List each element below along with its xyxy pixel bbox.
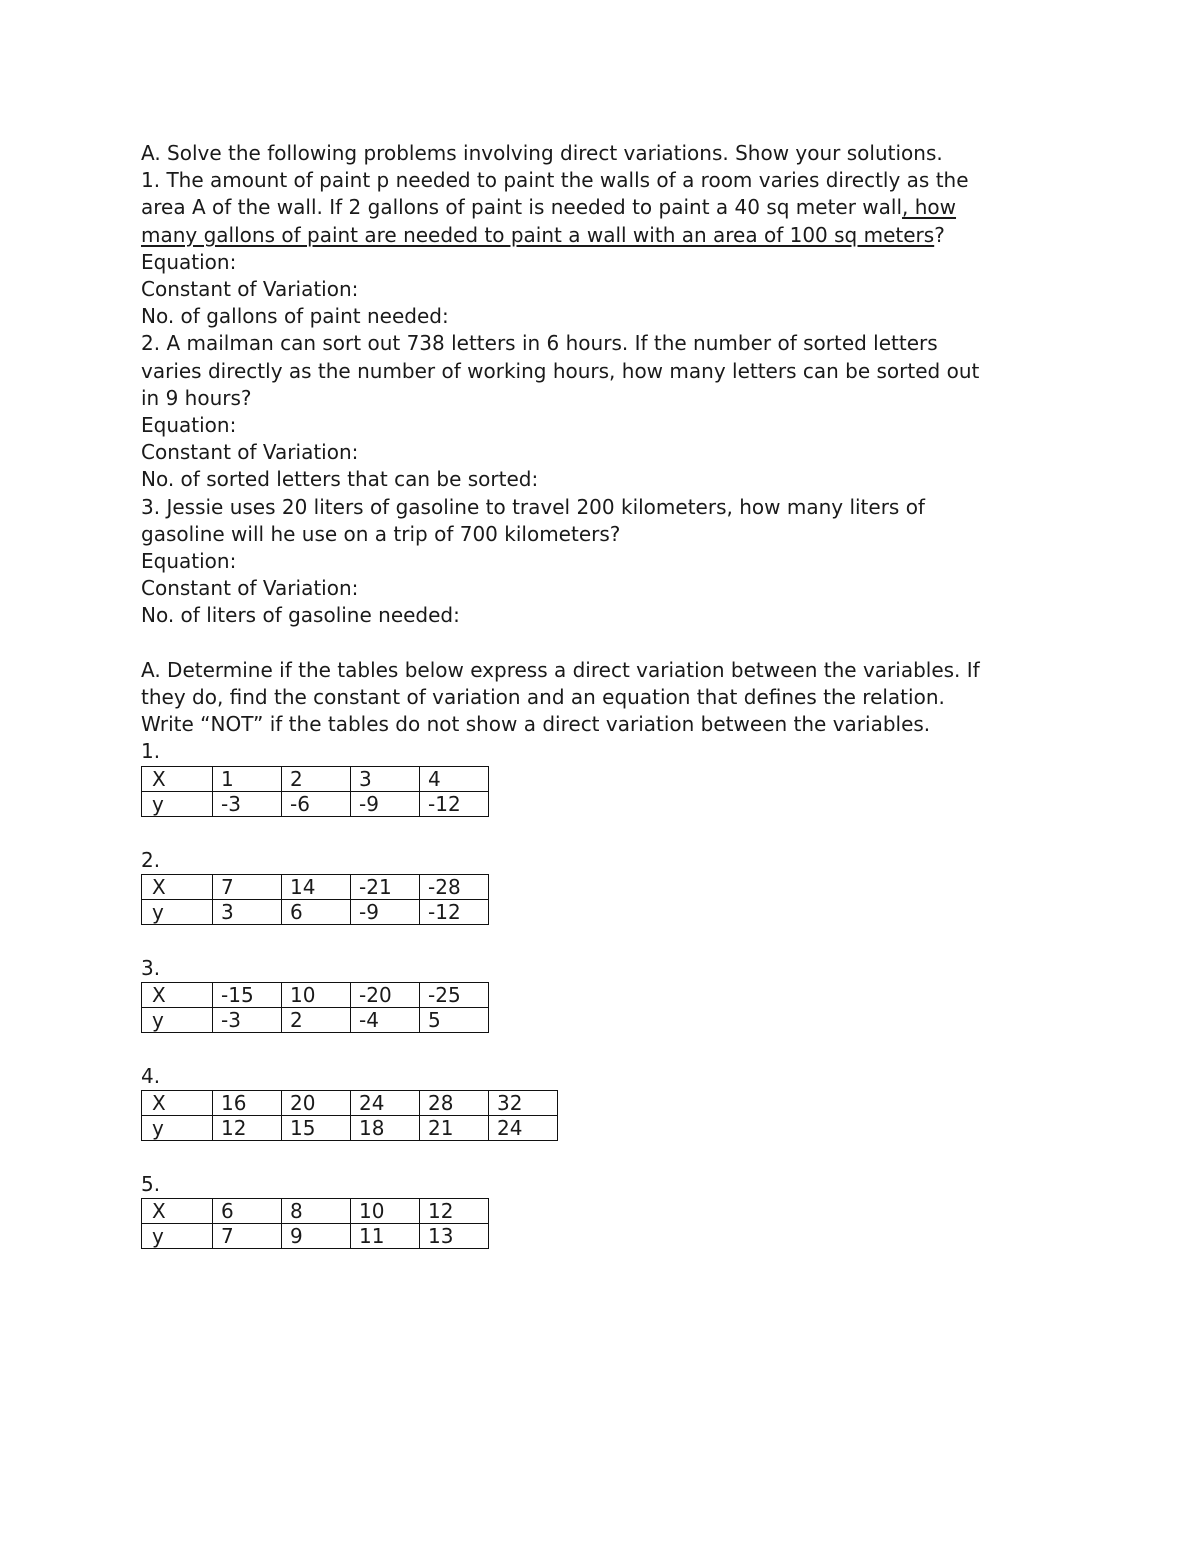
problem-2: [141, 330, 1061, 493]
table-block-5: [141, 1171, 1061, 1249]
problem-1-line-3: [141, 222, 1061, 249]
table-cell: 16: [213, 1091, 282, 1116]
problem-1-line-2: [141, 194, 1061, 221]
table-cell: 6: [213, 1199, 282, 1224]
problem-2-line-3: in 9 hours?: [141, 385, 252, 410]
table-block-3: [141, 955, 1061, 1033]
table-cell: 18: [351, 1116, 420, 1141]
table-label: 2.: [141, 847, 161, 872]
table-cell: 14: [282, 874, 351, 899]
constant-label: Constant of Variation:: [141, 576, 359, 601]
table-label: 1.: [141, 739, 161, 764]
table-cell: -12: [420, 899, 489, 924]
table-row-y: [142, 1224, 489, 1249]
table-row-x: [142, 874, 489, 899]
problem-1: [141, 167, 1061, 330]
table-cell: 28: [420, 1091, 489, 1116]
variation-table: [141, 1198, 489, 1249]
table-cell: 12: [213, 1116, 282, 1141]
spacer: [141, 1033, 1061, 1063]
table-cell: 7: [213, 1224, 282, 1249]
table-block-4: [141, 1063, 1061, 1141]
table-cell: -21: [351, 874, 420, 899]
table-cell: -3: [213, 791, 282, 816]
row-header: y: [142, 1008, 213, 1033]
table-cell: 2: [282, 1008, 351, 1033]
part2-heading-line-2: they do, find the constant of variation and an equation that defines the relation.: [141, 685, 945, 710]
table-cell: 20: [282, 1091, 351, 1116]
table-cell: -9: [351, 899, 420, 924]
table-cell: 24: [489, 1116, 558, 1141]
table-row-x: [142, 1091, 558, 1116]
problem-text: area A of the wall. If 2 gallons of paint is needed to paint a 40 sq meter wall: [141, 195, 903, 220]
table-cell: 10: [351, 1199, 420, 1224]
part1-heading: A. Solve the following problems involving direct variations. Show your solutions.: [141, 141, 943, 165]
row-header: X: [142, 874, 213, 899]
table-cell: 1: [213, 766, 282, 791]
row-header: X: [142, 766, 213, 791]
table-cell: 24: [351, 1091, 420, 1116]
table-row-x: [142, 766, 489, 791]
table-cell: 13: [420, 1224, 489, 1249]
spacer: [141, 925, 1061, 955]
equation-label: Equation:: [141, 249, 237, 274]
table-cell: 15: [282, 1116, 351, 1141]
variation-table: [141, 874, 489, 925]
row-header: X: [142, 1091, 213, 1116]
equation-label: Equation:: [141, 549, 237, 574]
table-cell: -3: [213, 1008, 282, 1033]
table-label: 3.: [141, 955, 161, 980]
table-label: 4.: [141, 1064, 161, 1089]
table-row-y: [142, 791, 489, 816]
problem-text: ?: [934, 222, 945, 247]
problem-2-line-2: varies directly as the number of working hours, how many letters can be sorted out: [141, 358, 980, 383]
problem-2-line-1: 2. A mailman can sort out 738 letters in 6 hours. If the number of sorted letters: [141, 331, 938, 356]
table-cell: 2: [282, 766, 351, 791]
problem-3: [141, 494, 1061, 630]
table-cell: -9: [351, 791, 420, 816]
problem-3-line-1: 3. Jessie uses 20 liters of gasoline to travel 200 kilometers, how many liters of: [141, 494, 925, 519]
underlined-text: many gallons of paint are needed to paint a wall with an area of 100 sq meters: [141, 222, 935, 247]
table-cell: 5: [420, 1008, 489, 1033]
variation-table: [141, 1090, 558, 1141]
table-cell: -12: [420, 791, 489, 816]
table-cell: 8: [282, 1199, 351, 1224]
table-row-x: [142, 1199, 489, 1224]
table-block-2: [141, 847, 1061, 925]
worksheet-page: [141, 140, 1061, 1249]
table-row-y: [142, 1116, 558, 1141]
table-cell: 32: [489, 1091, 558, 1116]
table-cell: 12: [420, 1199, 489, 1224]
part2-heading-line-1: A. Determine if the tables below express a direct variation between the variables. If: [141, 657, 980, 682]
answer-label: No. of sorted letters that can be sorted:: [141, 467, 539, 492]
table-cell: -28: [420, 874, 489, 899]
row-header: y: [142, 1116, 213, 1141]
table-cell: 11: [351, 1224, 420, 1249]
problem-3-line-2: gasoline will he use on a trip of 700 kilometers?: [141, 521, 621, 546]
table-cell: -15: [213, 983, 282, 1008]
table-cell: 3: [213, 899, 282, 924]
underlined-text: , how: [902, 195, 957, 220]
part2-heading-line-3: Write “NOT” if the tables do not show a direct variation between the variables.: [141, 712, 931, 737]
table-cell: -4: [351, 1008, 420, 1033]
constant-label: Constant of Variation:: [141, 277, 359, 302]
answer-label: No. of liters of gasoline needed:: [141, 603, 460, 628]
table-label: 5.: [141, 1172, 161, 1197]
table-cell: -25: [420, 983, 489, 1008]
equation-label: Equation:: [141, 413, 237, 438]
variation-table: [141, 982, 489, 1033]
answer-label: No. of gallons of paint needed:: [141, 304, 449, 329]
table-row-y: [142, 899, 489, 924]
row-header: X: [142, 983, 213, 1008]
table-cell: 7: [213, 874, 282, 899]
problem-1-line-1: [141, 167, 1061, 194]
table-cell: 4: [420, 766, 489, 791]
spacer: [141, 1141, 1061, 1171]
part2-heading: [141, 657, 1061, 739]
row-header: y: [142, 791, 213, 816]
table-cell: -6: [282, 791, 351, 816]
table-row-x: [142, 983, 489, 1008]
spacer: [141, 630, 1061, 657]
table-cell: 6: [282, 899, 351, 924]
row-header: y: [142, 899, 213, 924]
table-block-1: [141, 738, 1061, 816]
table-cell: 3: [351, 766, 420, 791]
problem-text: 1. The amount of paint p needed to paint the walls of a room varies directly as the: [141, 168, 969, 193]
spacer: [141, 817, 1061, 847]
table-cell: 9: [282, 1224, 351, 1249]
row-header: X: [142, 1199, 213, 1224]
table-cell: -20: [351, 983, 420, 1008]
table-cell: 10: [282, 983, 351, 1008]
constant-label: Constant of Variation:: [141, 440, 359, 465]
table-cell: 21: [420, 1116, 489, 1141]
variation-table: [141, 766, 489, 817]
table-row-y: [142, 1008, 489, 1033]
row-header: y: [142, 1224, 213, 1249]
